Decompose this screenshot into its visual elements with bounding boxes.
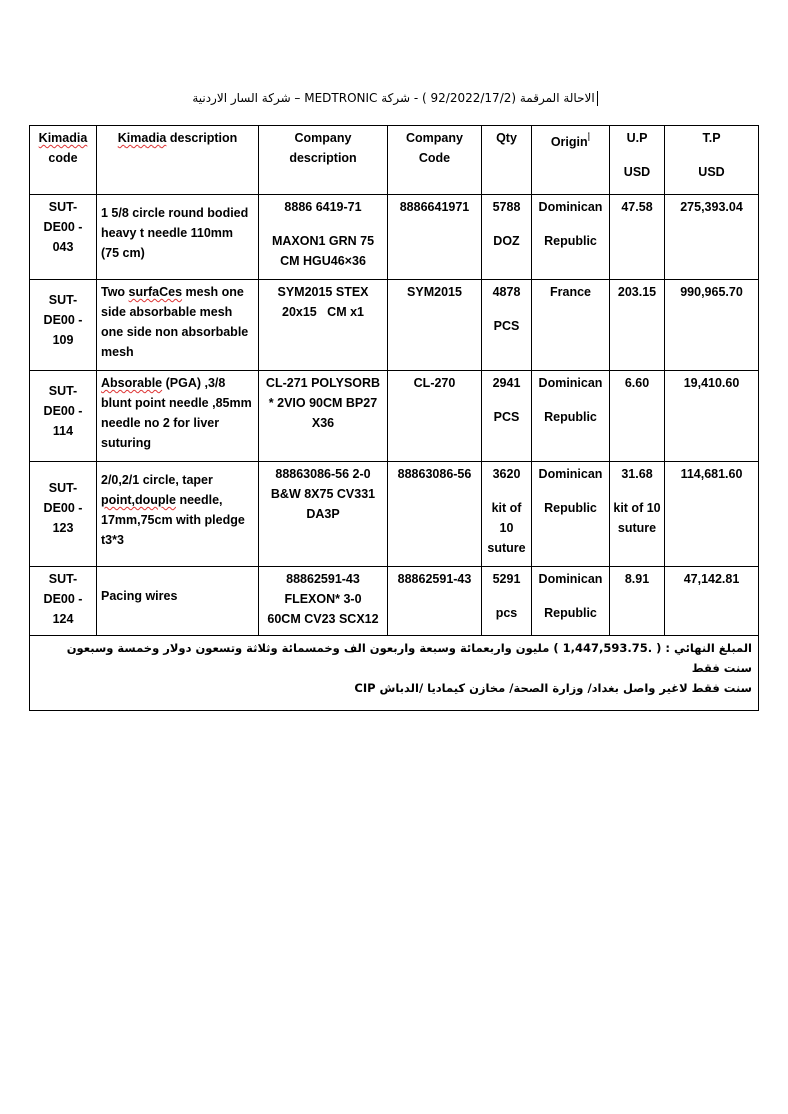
kimadia-description-cell: 1 5/8 circle round bodied heavy t needle 110mm (75 cm) — [97, 195, 259, 280]
unit-price-cell: 6.60 — [610, 371, 665, 462]
header-qty: Qty — [482, 126, 532, 195]
company-code-cell: 8886641971 — [388, 195, 482, 280]
kimadia-code-cell: SUT- DE00 - 123 — [30, 462, 97, 567]
unit-price-cell: 203.15 — [610, 280, 665, 371]
company-code-cell: SYM2015 — [388, 280, 482, 371]
company-description-cell: 88862591-43 FLEXON* 3-0 60CM CV23 SCX12 — [259, 567, 388, 636]
company-description-cell: CL-271 POLYSORB * 2VIO 90CM BP27 X36 — [259, 371, 388, 462]
qty-cell: 4878 PCS — [482, 280, 532, 371]
header-total-price: T.P USD — [665, 126, 759, 195]
total-price-cell: 19,410.60 — [665, 371, 759, 462]
company-description-cell: SYM2015 STEX 20x15 CM x1 — [259, 280, 388, 371]
unit-price-cell: 47.58 — [610, 195, 665, 280]
table-row — [30, 567, 759, 636]
qty-cell: 5291 pcs — [482, 567, 532, 636]
kimadia-description-cell: Two surfaCes mesh one side absorbable mesh one side non absorbable mesh — [97, 280, 259, 371]
kimadia-code-cell: SUT- DE00 - 114 — [30, 371, 97, 462]
total-price-cell: 114,681.60 — [665, 462, 759, 567]
origin-cell: Dominican Republic — [532, 462, 610, 567]
company-description-cell: 8886 6419-71 MAXON1 GRN 75 CM HGU46×36 — [259, 195, 388, 280]
items-table — [29, 125, 759, 711]
kimadia-code-cell: SUT- DE00 - 043 — [30, 195, 97, 280]
header-company-description: Company description — [259, 126, 388, 195]
header-kimadia-code: Kimadia code — [30, 126, 97, 195]
table-row — [30, 280, 759, 371]
company-description-cell: 88863086-56 2-0 B&W 8X75 CV331 DA3P — [259, 462, 388, 567]
total-amount-line-2: سنت فقط لاغير واصل بغداد/ وزارة الصحة/ مخازن كيماديا /الدباش CIP — [354, 681, 752, 695]
total-price-cell: 990,965.70 — [665, 280, 759, 371]
qty-cell: 3620 kit of 10 suture — [482, 462, 532, 567]
header-row — [30, 126, 759, 195]
total-amount-line-1: المبلغ النهائي : ( .1,447,593.75 ) مليون واربعمائة وسبعة واربعون الف وخمسمائة وثلاثة وتسعون دولار وخمسة وسبعون سنت فقط — [66, 641, 752, 675]
qty-cell: 5788 DOZ — [482, 195, 532, 280]
header-origin: Origin$^أ$ — [532, 126, 610, 195]
kimadia-description-cell: Absorable (PGA) ,3/8 blunt point needle ,85mm needle no 2 for liver suturing — [97, 371, 259, 462]
table-row — [30, 371, 759, 462]
total-row — [30, 636, 759, 711]
kimadia-description-cell: 2/0,2/1 circle, taper point,douple needle, 17mm,75cm with pledge t3*3 — [97, 462, 259, 567]
origin-cell: France — [532, 280, 610, 371]
header-unit-price: U.P USD — [610, 126, 665, 195]
total-amount-cell — [30, 636, 759, 711]
header-company-code: Company Code — [388, 126, 482, 195]
table-row — [30, 195, 759, 280]
header-kimadia-description — [97, 126, 259, 195]
qty-cell: 2941 PCS — [482, 371, 532, 462]
kimadia-description-cell: Pacing wires — [97, 567, 259, 636]
unit-price-cell: 8.91 — [610, 567, 665, 636]
origin-cell: Dominican Republic — [532, 371, 610, 462]
document-title: الاحالة المرقمة (92/2022/17/2 ) - شركة MEDTRONIC – شركة السار الاردنية — [185, 91, 605, 106]
origin-cell: Dominican Republic — [532, 567, 610, 636]
kimadia-code-cell: SUT- DE00 - 109 — [30, 280, 97, 371]
origin-cell: Dominican Republic — [532, 195, 610, 280]
total-price-cell: 47,142.81 — [665, 567, 759, 636]
text-cursor — [597, 91, 598, 106]
company-code-cell: 88862591-43 — [388, 567, 482, 636]
unit-price-cell: 31.68 kit of 10 suture — [610, 462, 665, 567]
company-code-cell: CL-270 — [388, 371, 482, 462]
kimadia-desc-header-text: Kimadia description — [117, 131, 238, 145]
company-code-cell: 88863086-56 — [388, 462, 482, 567]
total-price-cell: 275,393.04 — [665, 195, 759, 280]
kimadia-code-cell: SUT- DE00 - 124 — [30, 567, 97, 636]
table-row — [30, 462, 759, 567]
